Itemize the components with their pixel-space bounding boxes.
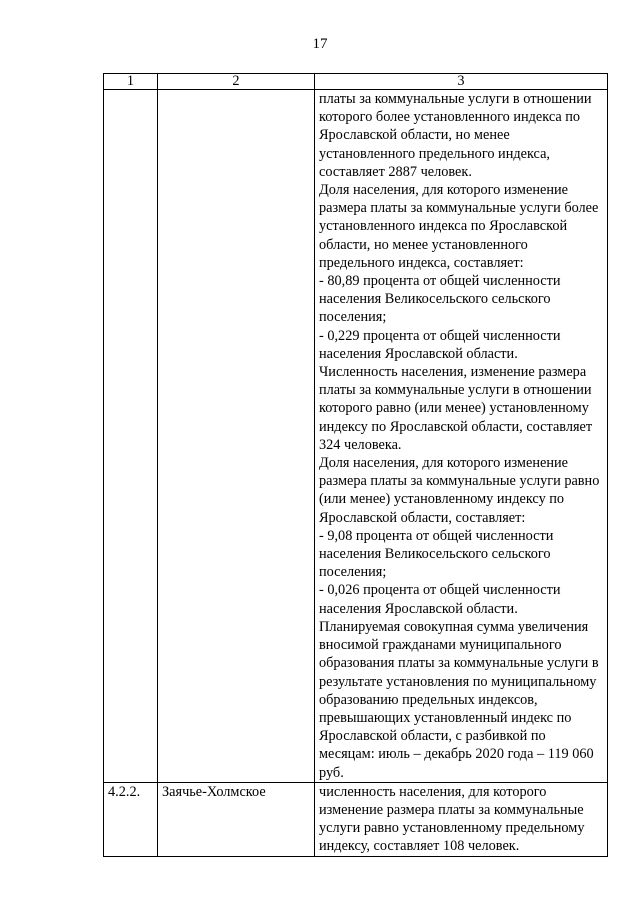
description-cell [315,90,608,783]
column-header-1: 1 [104,74,158,90]
paragraph: Планируемая совокупная сумма увеличения вносимой гражданами муниципального образования платы за коммунальные услуги в результате установления по муниципальному образованию предельных индексов, превышающих установленный индекс по Ярославской области, с разбивкой по месяцам: июль – декабрь 2020 года – 119 060 руб. [319,618,599,781]
paragraph: - 9,08 процента от общей численности населения Великосельского сельского поселения; [319,527,554,581]
table-row [104,782,608,856]
page-number: 17 [312,36,328,52]
paragraph: Доля населения, для которого изменение размера платы за коммунальные услуги равно (или менее) установленному индексу по Ярославской области, составляет: [319,455,600,526]
paragraph: - 0,229 процента от общей численности населения Ярославской области. [319,327,561,362]
column-header-3: 3 [315,74,608,90]
paragraph: - 0,026 процента от общей численности населения Ярославской области. [319,582,561,617]
description-cell [315,782,608,856]
table-row [104,90,608,783]
paragraph: - 80,89 процента от общей численности населения Великосельского сельского поселения; [319,273,561,326]
column-header-2: 2 [158,74,315,90]
row-number-cell: 4.2.2. [104,782,158,856]
municipality-name-cell [158,90,315,783]
paragraph: платы за коммунальные услуги в отношении которого более установленного индекса по Ярославской области, но менее установленного предельного индекса, составляет 2887 человек. [319,91,592,180]
municipality-name-cell: Заячье-Холмское [158,782,315,856]
paragraph: численность населения, для которого изменение размера платы за коммунальные услуги равно установленному предельному индексу, составляет 108 человек. [319,783,585,855]
paragraph: Доля населения, для которого изменение размера платы за коммунальные услуги более установленного индекса по Ярославской области, но менее установленного предельного индекса, составляет: [319,182,599,271]
table-header-row [104,74,608,90]
row-number-cell [104,90,158,783]
paragraph: Численность населения, изменение размера платы за коммунальные услуги в отношении которого равно (или менее) установленному индексу по Ярославской области, составляет 324 человека. [319,364,593,453]
document-table [103,73,608,857]
